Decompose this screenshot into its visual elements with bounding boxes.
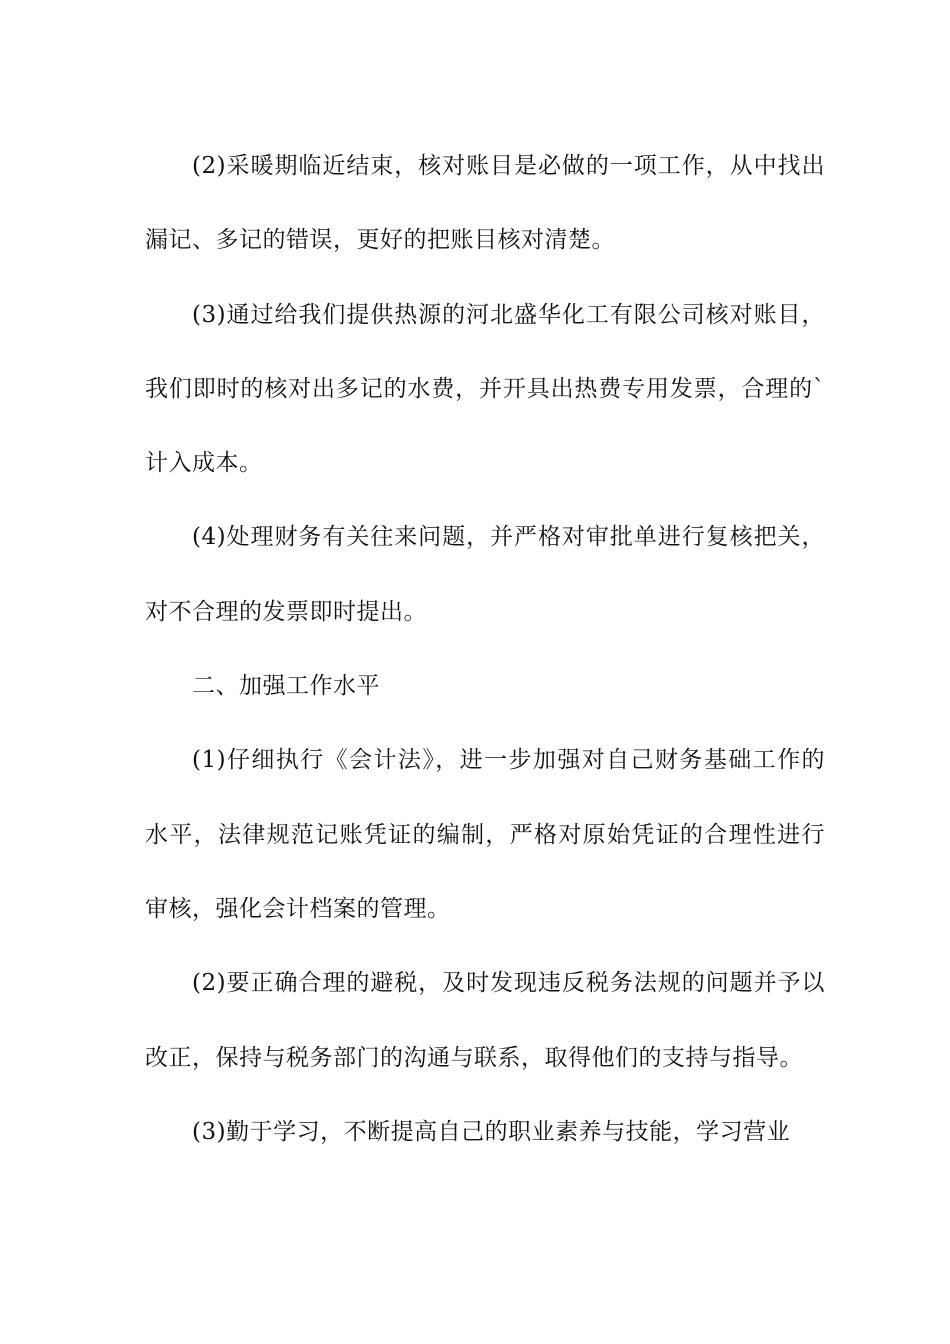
section-paragraph-2-tax: (2)要正确合理的避税，及时发现违反税务法规的问题并予以改正，保持与税务部门的沟通与联系，取得他们的支持与指导。: [145, 970, 825, 1071]
document-body: [145, 129, 825, 1169]
section-paragraph-1-accounting-law: (1)仔细执行《会计法》，进一步加强对自己财务基础工作的水平，法律规范记账凭证的编制，严格对原始凭证的合理性进行审核，强化会计档案的管理。: [145, 747, 825, 922]
section-paragraph-3-study: (3)勤于学习，不断提高自己的职业素养与技能，学习营业: [192, 1118, 791, 1145]
paragraph-2-reconcile-accounts: (2)采暖期临近结束，核对账目是必做的一项工作，从中找出漏记、多记的错误，更好的把账目核对清楚。: [145, 153, 825, 254]
section-heading-improve-work: 二、加强工作水平: [192, 673, 380, 700]
paragraph-3-heat-source-reconcile: (3)通过给我们提供热源的河北盛华化工有限公司核对账目，我们即时的核对出多记的水费，并开具出热费专用发票，合理的`计入成本。: [145, 301, 825, 477]
paragraph-4-financial-dealings: (4)处理财务有关往来问题，并严格对审批单进行复核把关，对不合理的发票即时提出。: [145, 524, 825, 625]
